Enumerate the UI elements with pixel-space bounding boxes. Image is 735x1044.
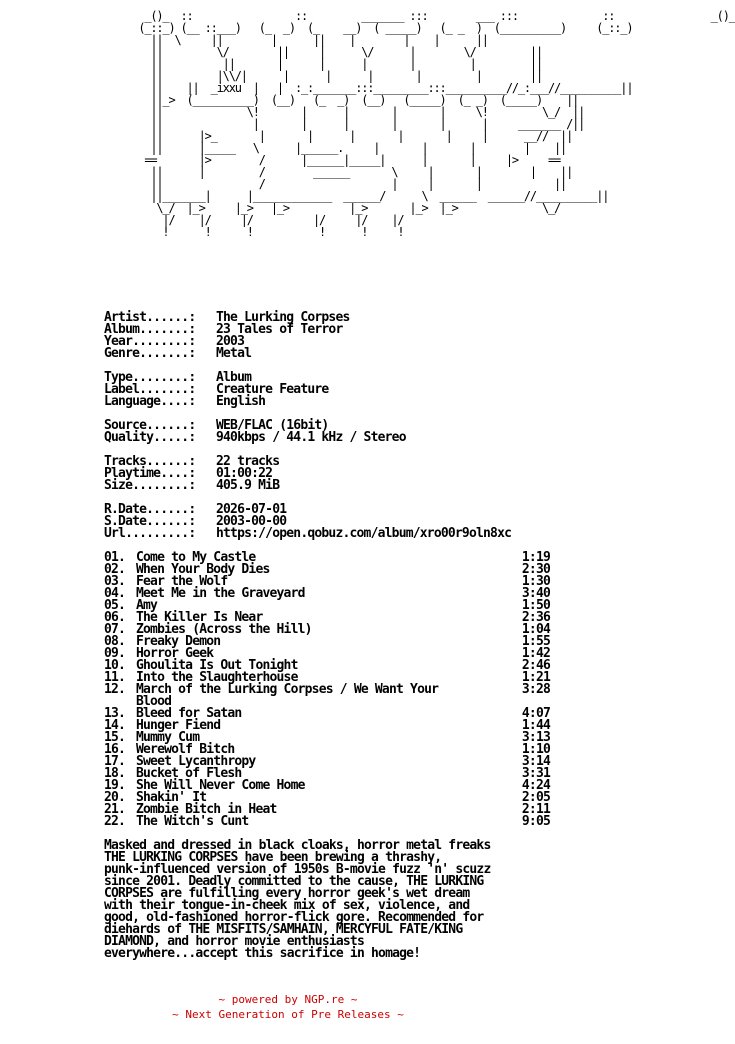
info-row-artist: Artist......: The Lurking Corpses	[104, 310, 350, 325]
track-title: Shakin' It	[136, 790, 207, 805]
track-number: 13.	[104, 706, 126, 721]
track-duration: 1:21	[521, 670, 550, 685]
info-row-tracks: Tracks......: 22 tracks	[104, 454, 280, 469]
track-duration: 2:30	[521, 562, 550, 577]
track-title: Amy	[136, 598, 158, 613]
release-info-group-1	[104, 312, 564, 360]
track-duration: 3:40	[521, 586, 550, 601]
ascii-logo: _()_ :: :: _______ ::: ___ ::: :: _()_ (_::_) (__ ::___) (_ _) (_ __) ( _____) (_ _ ) (__________) (_::_) || \ || | || | | | || || \/ || | \/ | \/ || || || | | | | | || || |\\/| | | | | | || || || _ixxu | | :_:_______:::_________:::__________//_:___//__________|| ||_> (__________) (__) (_ _) (__) (_____) (_ _) (_____) || || \! | | | | \! \_/ || || | | | | | | _______ /|| || |>_ | | | | | | __// || || |_____ \ |______. | | | | || == |> / |______|_____| | | |> == || | / ______ \ | | | || || / | | | || ||_______| |_____________ ______/ \ ______ ______//__________|| \_/ |_> |_> |_> |_> |_> |_> \_/ |/ |/ |/ |/ |/ |/ ! ! ! ! ! !	[138, 9, 735, 239]
track-title: Werewolf Bitch	[136, 742, 235, 757]
track-title: Zombies (Across the Hill)	[136, 622, 312, 637]
track-duration: 3:28	[521, 682, 550, 697]
track-number: 21.	[104, 802, 126, 817]
track-duration: 3:14	[521, 754, 550, 769]
track-title: Bucket of Flesh	[136, 766, 242, 781]
release-info-group-4	[104, 456, 564, 492]
track-number: 17.	[104, 754, 126, 769]
track-row	[104, 588, 564, 600]
info-row-album: Album.......: 23 Tales of Terror	[104, 322, 343, 337]
track-number: 02.	[104, 562, 126, 577]
track-duration: 2:36	[521, 610, 550, 625]
track-duration: 2:05	[521, 790, 550, 805]
track-duration: 3:13	[521, 730, 550, 745]
track-title: Zombie Bitch in Heat	[136, 802, 277, 817]
track-row	[104, 816, 564, 828]
track-duration: 1:30	[521, 574, 550, 589]
track-duration: 1:19	[521, 550, 550, 565]
track-number: 20.	[104, 790, 126, 805]
track-title: Sweet Lycanthropy	[136, 754, 256, 769]
track-title: When Your Body Dies	[136, 562, 270, 577]
track-duration: 9:05	[521, 814, 550, 829]
track-title: Horror Geek	[136, 646, 214, 661]
description-text: Masked and dressed in black cloaks, horror metal freaks THE LURKING CORPSES have been brewing a thrashy, punk-influenced version of 1950s B-movie fuzz 'n' scuzz since 2001. Deadly committed to the cause, THE LURKING CORPSES are fulfilling every horror geek's wet dream with their tongue-in-cheek mix of sex, violence, and good, old-fashioned horror-flick gore. Recommended for diehards of THE MISFITS/SAMHAIN, MERCYFUL FATE/KING DIAMOND, and horror movie enthusiasts everywhere...accept this sacrifice in homage!	[104, 838, 491, 961]
info-row-playtime: Playtime....: 01:00:22	[104, 466, 273, 481]
info-row-year: Year........: 2003	[104, 334, 245, 349]
info-row-type: Type........: Album	[104, 370, 252, 385]
info-row-size: Size........: 405.9 MiB	[104, 478, 280, 493]
info-row-source: Source......: WEB/FLAC (16bit)	[104, 418, 329, 433]
track-title: Hunger Fiend	[136, 718, 221, 733]
track-number: 15.	[104, 730, 126, 745]
info-row-url: Url.........: https://open.qobuz.com/album/xro00r9oln8xc	[104, 526, 512, 541]
track-title: Come to My Castle	[136, 550, 256, 565]
track-title: Into the Slaughterhouse	[136, 670, 298, 685]
track-duration: 1:50	[521, 598, 550, 613]
footer-tagline: ~ Next Generation of Pre Releases ~	[172, 1008, 404, 1021]
tracklist	[104, 552, 564, 828]
track-duration: 1:44	[521, 718, 550, 733]
track-number: 11.	[104, 670, 126, 685]
track-number: 18.	[104, 766, 126, 781]
release-info-group-2	[104, 372, 564, 408]
track-number: 01.	[104, 550, 126, 565]
track-title: Mummy Cum	[136, 730, 200, 745]
track-title: Ghoulita Is Out Tonight	[136, 658, 298, 673]
track-number: 19.	[104, 778, 126, 793]
track-duration: 1:42	[521, 646, 550, 661]
track-number: 12.	[104, 682, 126, 697]
track-duration: 1:55	[521, 634, 550, 649]
track-row	[104, 684, 564, 708]
info-row-quality: Quality.....: 940kbps / 44.1 kHz / Stereo	[104, 430, 406, 445]
track-title: The Killer Is Near	[136, 610, 263, 625]
track-duration: 4:07	[521, 706, 550, 721]
track-duration: 1:04	[521, 622, 550, 637]
track-number: 09.	[104, 646, 126, 661]
track-duration: 2:11	[521, 802, 550, 817]
track-number: 04.	[104, 586, 126, 601]
track-duration: 1:10	[521, 742, 550, 757]
track-number: 22.	[104, 814, 126, 829]
track-number: 03.	[104, 574, 126, 589]
info-row-language: Language....: English	[104, 394, 266, 409]
track-duration: 2:46	[521, 658, 550, 673]
track-title: Freaky Demon	[136, 634, 221, 649]
track-title: She Will Never Come Home	[136, 778, 305, 793]
track-duration: 3:31	[521, 766, 550, 781]
track-number: 08.	[104, 634, 126, 649]
track-title: Bleed for Satan	[136, 706, 242, 721]
track-number: 14.	[104, 718, 126, 733]
release-info-group-5	[104, 504, 564, 540]
track-title: March of the Lurking Corpses / We Want Your Blood	[136, 682, 439, 709]
info-row-rdate: R.Date......: 2026-07-01	[104, 502, 287, 517]
release-info-group-3	[104, 420, 564, 444]
info-row-sdate: S.Date......: 2003-00-00	[104, 514, 287, 529]
track-number: 07.	[104, 622, 126, 637]
info-row-genre: Genre.......: Metal	[104, 346, 252, 361]
track-title: Meet Me in the Graveyard	[136, 586, 305, 601]
track-number: 10.	[104, 658, 126, 673]
track-title: Fear the Wolf	[136, 574, 228, 589]
url-link[interactable]: https://open.qobuz.com/album/xro00r9oln8xc	[216, 526, 512, 541]
footer-powered-by: ~ powered by NGP.re ~	[218, 993, 358, 1006]
track-title: The Witch's Cunt	[136, 814, 249, 829]
track-duration: 4:24	[521, 778, 550, 793]
track-number: 16.	[104, 742, 126, 757]
track-number: 06.	[104, 610, 126, 625]
info-row-label: Label.......: Creature Feature	[104, 382, 329, 397]
track-number: 05.	[104, 598, 126, 613]
